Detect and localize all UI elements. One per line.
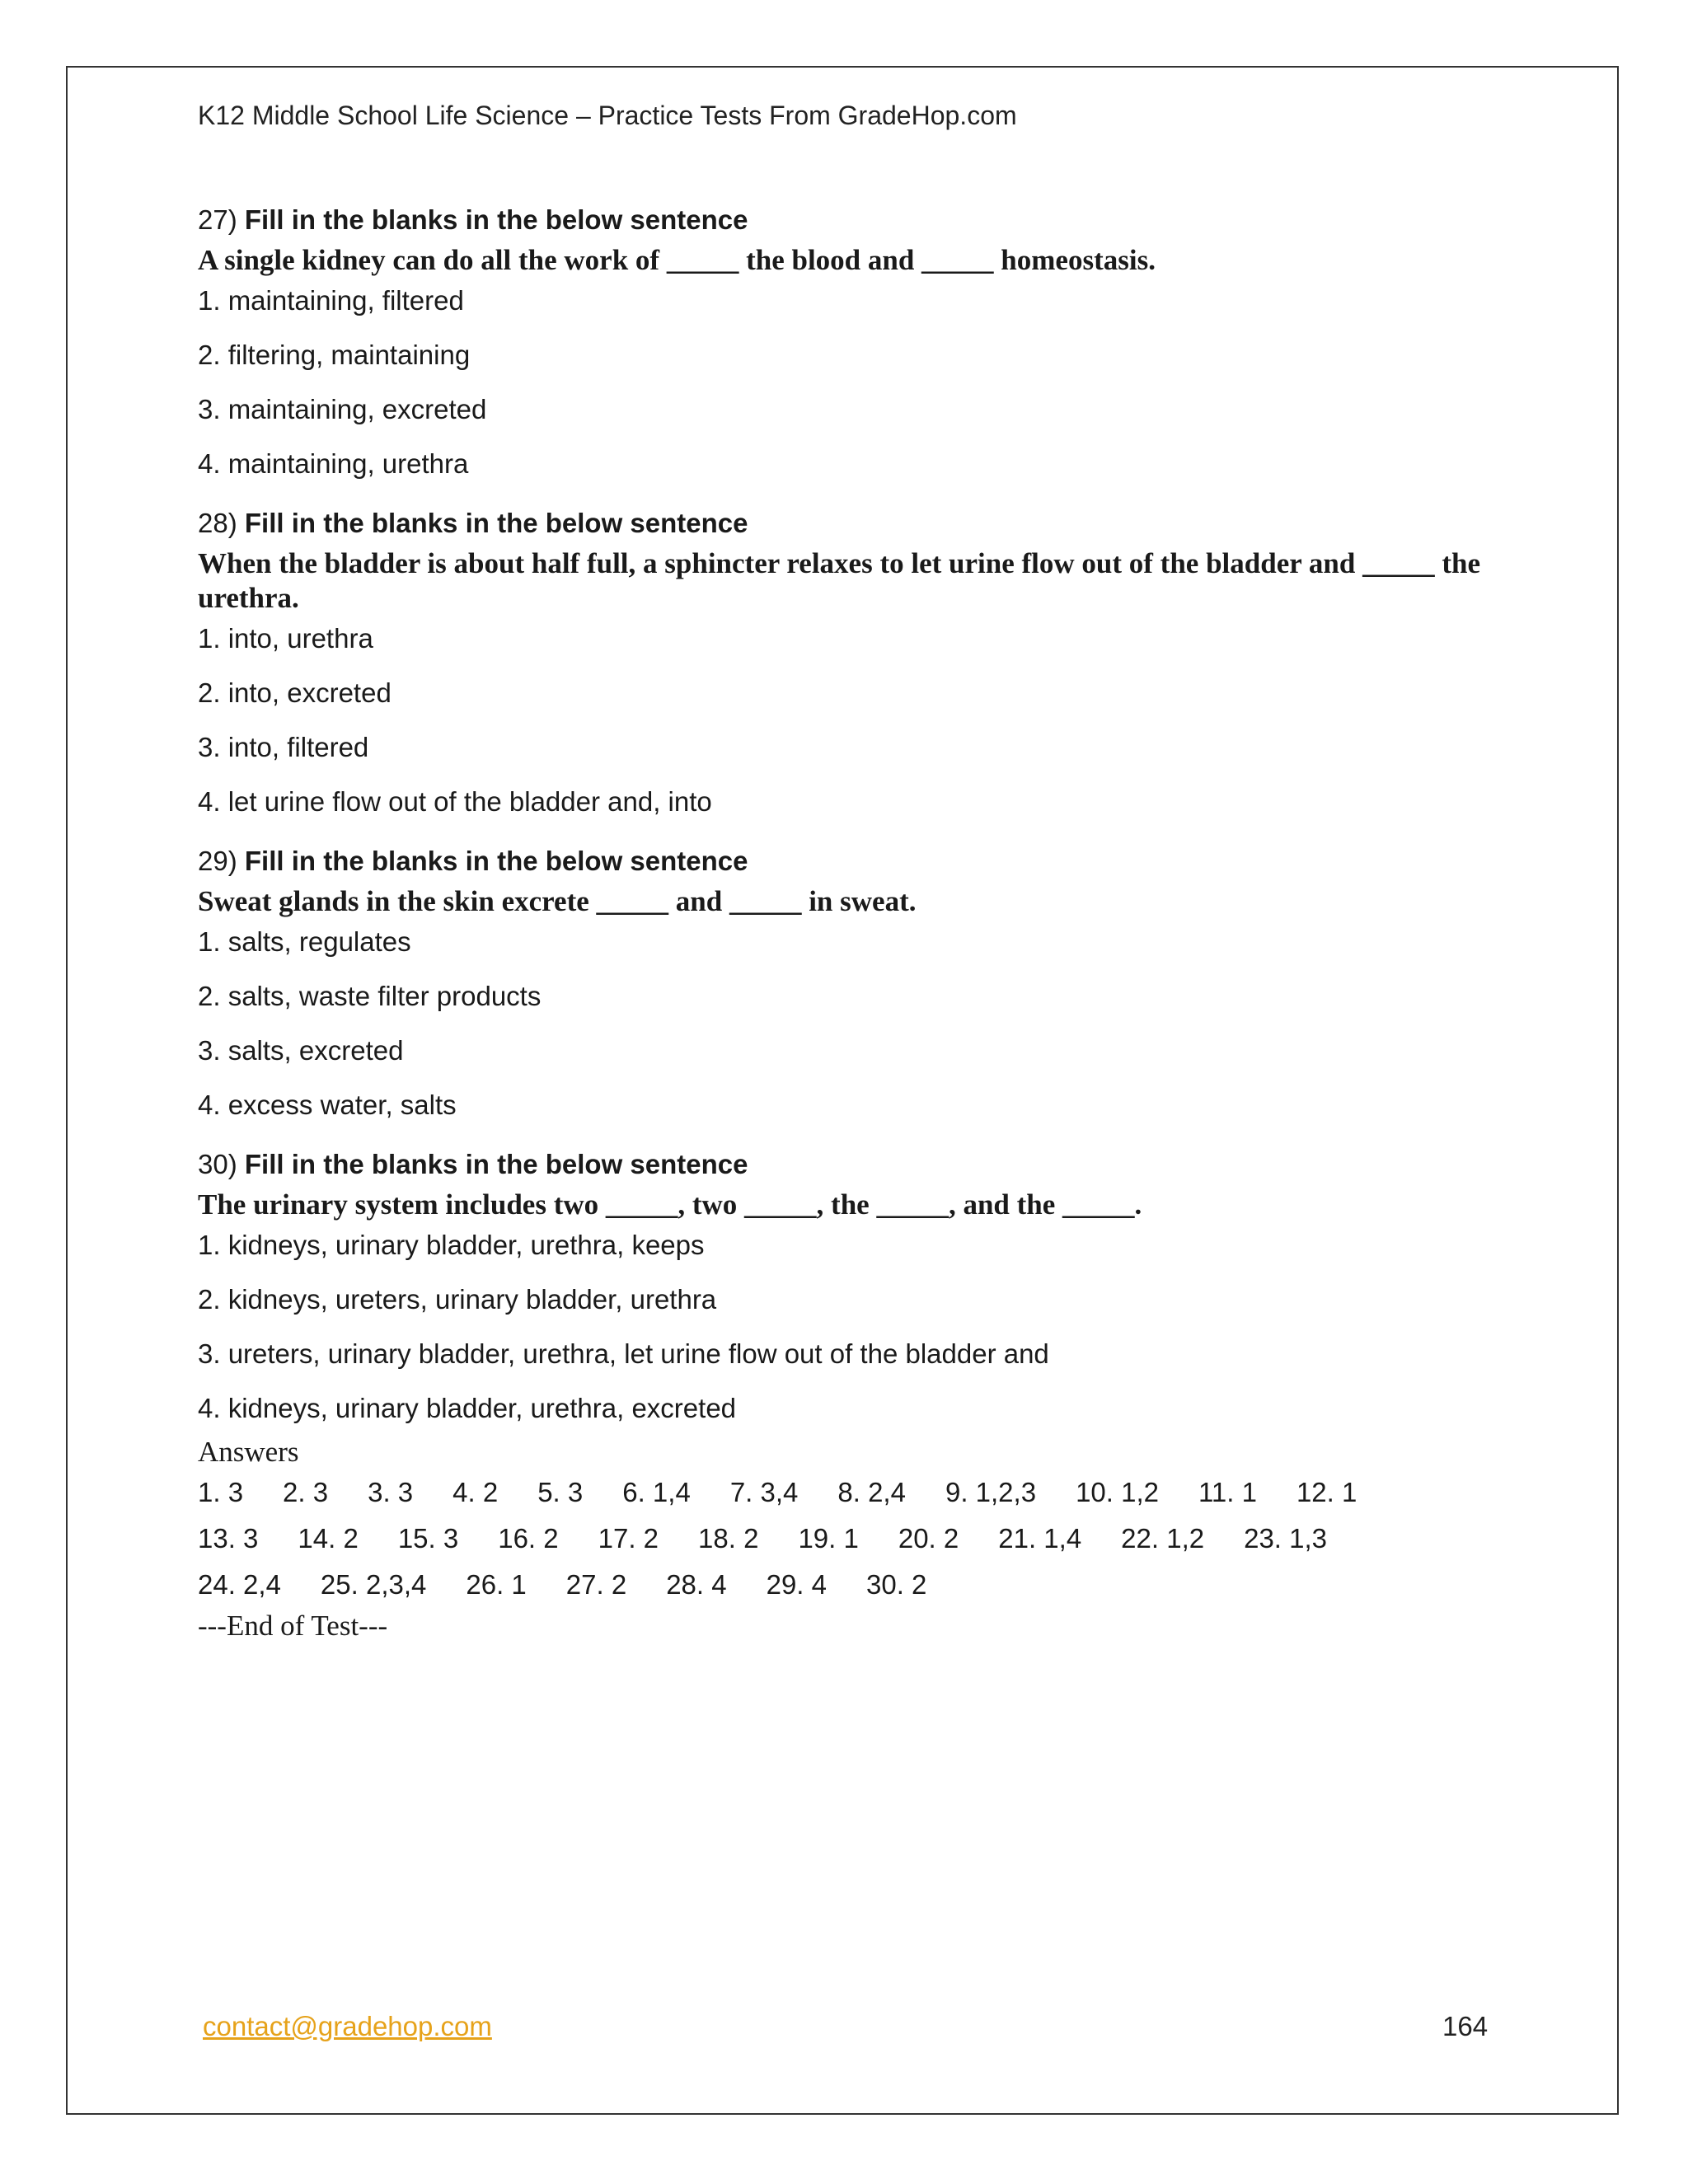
- answer-item: 10. 1,2: [1076, 1477, 1159, 1507]
- question-number: 28): [198, 508, 245, 538]
- answer-item: 29. 4: [766, 1569, 827, 1600]
- option-list: [198, 924, 1484, 1141]
- answer-item: 14. 2: [298, 1523, 359, 1554]
- answer-item: 15. 3: [397, 1523, 459, 1554]
- answer-item: 12. 1: [1296, 1477, 1357, 1507]
- option-item: 1. into, urethra: [198, 623, 373, 654]
- option-item: 3. maintaining, excreted: [198, 394, 487, 424]
- question-heading: [198, 1146, 1484, 1183]
- option-item: 1. maintaining, filtered: [198, 285, 464, 316]
- option-item: 4. excess water, salts: [198, 1090, 457, 1120]
- option-item: 2. into, excreted: [198, 677, 392, 708]
- answer-item: 21. 1,4: [998, 1523, 1082, 1554]
- page-header: K12 Middle School Life Science – Practice Tests From GradeHop.com: [198, 101, 1017, 130]
- end-of-test: ---End of Test---: [198, 1610, 388, 1642]
- option-item: 3. ureters, urinary bladder, urethra, let urine flow out of the bladder and: [198, 1338, 1049, 1369]
- option-item: 2. salts, waste filter products: [198, 981, 542, 1011]
- answer-item: 17. 2: [598, 1523, 659, 1554]
- answer-item: 27. 2: [565, 1569, 627, 1600]
- option-list: [198, 283, 1484, 500]
- answers-grid: [198, 1469, 1484, 1608]
- answer-item: 13. 3: [198, 1523, 259, 1554]
- question-29: [198, 843, 1484, 1141]
- option-list: [198, 621, 1484, 838]
- answer-item: 4. 2: [452, 1477, 499, 1507]
- answer-item: 28. 4: [666, 1569, 727, 1600]
- option-item: 4. kidneys, urinary bladder, urethra, excreted: [198, 1393, 737, 1423]
- page-content: [198, 202, 1484, 1644]
- page-number: 164: [1442, 2011, 1489, 2041]
- question-instruction: Fill in the blanks in the below sentence: [244, 508, 748, 538]
- answer-item: 5. 3: [537, 1477, 584, 1507]
- contact-email-link[interactable]: contact@gradehop.com: [203, 2011, 492, 2041]
- option-item: 4. maintaining, urethra: [198, 448, 469, 479]
- question-instruction: Fill in the blanks in the below sentence: [244, 204, 748, 235]
- question-heading: [198, 202, 1484, 238]
- answer-item: 23. 1,3: [1244, 1523, 1328, 1554]
- question-heading: [198, 843, 1484, 879]
- question-heading: [198, 505, 1484, 541]
- answer-item: 11. 1: [1198, 1477, 1257, 1507]
- answer-item: 26. 1: [466, 1569, 527, 1600]
- question-sentence: The urinary system includes two _____, two _____, the _____, and the _____.: [198, 1188, 1142, 1221]
- question-27: [198, 202, 1484, 500]
- answer-item: 1. 3: [198, 1477, 244, 1507]
- option-list: [198, 1227, 1484, 1430]
- answer-item: 8. 2,4: [837, 1477, 906, 1507]
- answer-item: 19. 1: [798, 1523, 859, 1554]
- answer-item: 22. 1,2: [1121, 1523, 1205, 1554]
- option-item: 1. kidneys, urinary bladder, urethra, keeps: [198, 1230, 705, 1260]
- option-item: 2. kidneys, ureters, urinary bladder, urethra: [198, 1284, 717, 1315]
- question-number: 30): [198, 1149, 245, 1179]
- question-instruction: Fill in the blanks in the below sentence: [244, 1149, 748, 1179]
- question-sentence: When the bladder is about half full, a sphincter relaxes to let urine flow out of the bladder and _____ the urethra.: [198, 547, 1480, 614]
- answer-item: 20. 2: [898, 1523, 959, 1554]
- option-item: 3. into, filtered: [198, 732, 369, 762]
- question-28: [198, 505, 1484, 838]
- answer-item: 16. 2: [498, 1523, 559, 1554]
- question-30: [198, 1146, 1484, 1430]
- answer-item: 3. 3: [368, 1477, 414, 1507]
- question-instruction: Fill in the blanks in the below sentence: [244, 846, 748, 876]
- question-number: 27): [198, 204, 245, 235]
- answers-title: Answers: [198, 1436, 299, 1468]
- answer-item: 24. 2,4: [198, 1569, 281, 1600]
- answer-item: 18. 2: [698, 1523, 759, 1554]
- answer-item: 25. 2,3,4: [320, 1569, 427, 1600]
- answer-item: 30. 2: [866, 1569, 927, 1600]
- option-item: 4. let urine flow out of the bladder and, into: [198, 786, 712, 817]
- answer-item: 9. 1,2,3: [945, 1477, 1037, 1507]
- answer-item: 2. 3: [283, 1477, 329, 1507]
- option-item: 3. salts, excreted: [198, 1035, 404, 1066]
- question-sentence: Sweat glands in the skin excrete _____ and _____ in sweat.: [198, 885, 917, 917]
- answer-item: 7. 3,4: [729, 1477, 799, 1507]
- answer-item: 6. 1,4: [622, 1477, 691, 1507]
- option-item: 2. filtering, maintaining: [198, 340, 471, 370]
- question-sentence: A single kidney can do all the work of _____ the blood and _____ homeostasis.: [198, 244, 1156, 276]
- option-item: 1. salts, regulates: [198, 926, 411, 957]
- question-number: 29): [198, 846, 245, 876]
